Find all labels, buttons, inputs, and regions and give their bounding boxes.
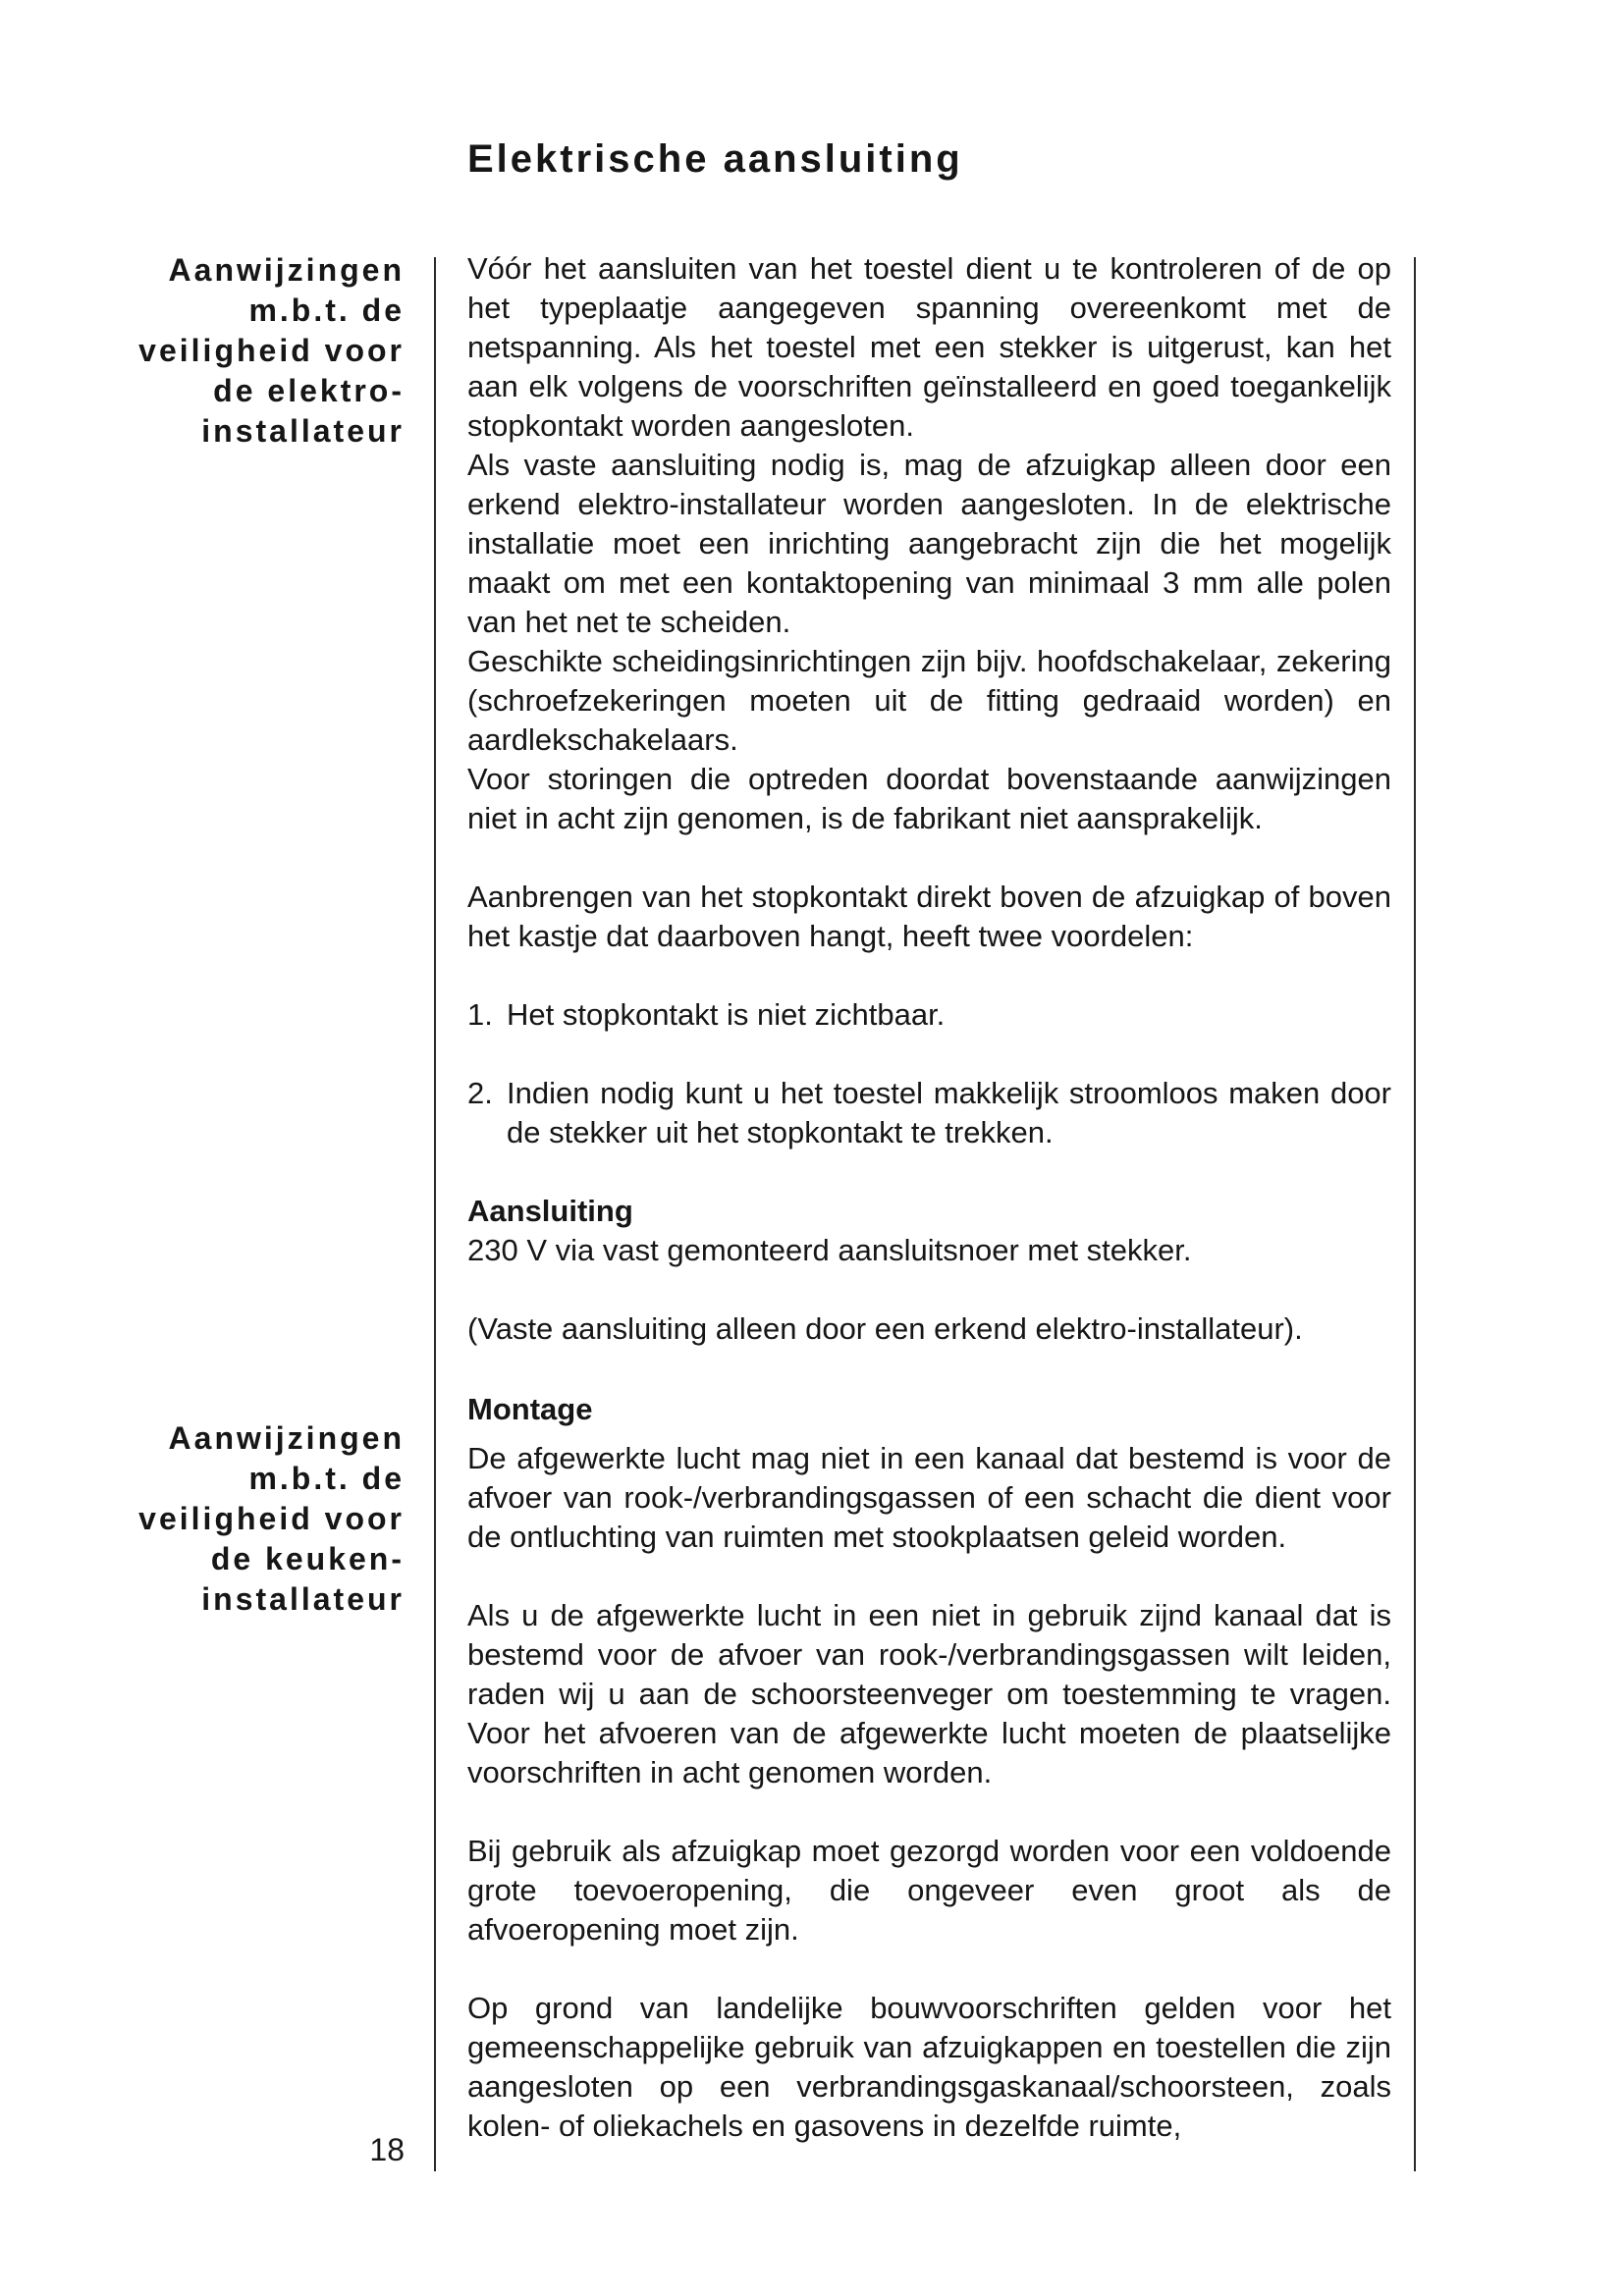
- sidebar-heading-line: m.b.t. de: [248, 293, 405, 328]
- sidebar-heading-line: de keuken-: [210, 1541, 405, 1576]
- column-divider-left: [434, 257, 436, 2171]
- paragraph-fixed-connection: Als vaste aansluiting nodig is, mag de afzuigkap alleen door een erkend elektro-installateur worden aangesloten. In de elektrische installatie moet een inrichting aangebracht zijn die het mogelijk maakt om met een kontaktopening van minimaal 3 mm alle polen van het net te scheiden.: [467, 448, 1391, 639]
- paragraph-unused-duct: Als u de afgewerkte lucht in een niet in gebruik zijnd kanaal dat is bestemd voor de afvoer van rook-/verbrandingsgassen wilt leiden, raden wij u aan de schoorsteenveger om toestemming te vragen. Voor het afvoeren van de afgewerkte lucht moeten de plaatselijke voorschriften in acht genomen worden.: [467, 1598, 1391, 1789]
- paragraph-air-supply: Bij gebruik als afzuigkap moet gezorgd worden voor een voldoende grote toevoeropening, die ongeveer even groot als de afvoeropening moet zijn.: [467, 1834, 1391, 1947]
- body-column: [467, 249, 1391, 2146]
- sidebar-heading-line: de elektro-: [213, 373, 405, 408]
- paragraph-aansluiting: 230 V via vast gemonteerd aansluitsnoer met stekker.: [467, 1233, 1192, 1267]
- list-text: Indien nodig kunt u het toestel makkelijk stroomloos maken door de stekker uit het stopkontakt te trekken.: [507, 1076, 1391, 1149]
- page-number: 18: [369, 2132, 405, 2167]
- sidebar-heading-line: veiligheid voor: [138, 333, 405, 368]
- section-heading-aansluiting: Aansluiting: [467, 1194, 633, 1228]
- paragraph-voltage-check: Vóór het aansluiten van het toestel dient u te kontroleren of de op het typeplaatje aangegeven spanning overeenkomt met de netspanning. Als het toestel met een stekker is uitgerust, kan het aan elk volgens de voorschriften geïnstalleerd en goed toegankelijk stopkontakt worden aangesloten.: [467, 251, 1391, 443]
- sidebar-heading-line: installateur: [201, 413, 405, 449]
- list-number: 1.: [467, 997, 493, 1032]
- column-divider-right: [1414, 257, 1416, 2171]
- paragraph-exhaust-duct: De afgewerkte lucht mag niet in een kanaal dat bestemd is voor de afvoer van rook-/verbrandingsgassen of een schacht die dient voor de ontluchting van ruimten met stookplaatsen geleid worden.: [467, 1441, 1391, 1554]
- paragraph-building-regulations: Op grond van landelijke bouwvoorschriften gelden voor het gemeenschappelijke gebruik van afzuigkappen en toestellen die zijn aangesloten op een verbrandingsgaskanaal/schoorsteen, zoals kolen- of oliekachels en gasovens in dezelfde ruimte,: [467, 1991, 1391, 2143]
- list-item: [467, 995, 1391, 1035]
- paragraph-aansluiting-note: (Vaste aansluiting alleen door een erkend elektro-installateur).: [467, 1311, 1303, 1346]
- page-title: Elektrische aansluiting: [467, 137, 963, 181]
- paragraph-liability: Voor storingen die optreden doordat bovenstaande aanwijzingen niet in acht zijn genomen, is de fabrikant niet aansprakelijk.: [467, 762, 1391, 835]
- list-number: 2.: [467, 1076, 493, 1110]
- sidebar-heading-line: m.b.t. de: [248, 1461, 405, 1496]
- sidebar-heading-line: veiligheid voor: [138, 1501, 405, 1536]
- paragraph-socket-placement: Aanbrengen van het stopkontakt direkt boven de afzuigkap of boven het kastje dat daarboven hangt, heeft twee voordelen:: [467, 880, 1391, 953]
- list-item: [467, 1074, 1391, 1152]
- sidebar-heading-line: Aanwijzingen: [168, 1420, 405, 1456]
- sidebar-heading-line: installateur: [201, 1581, 405, 1617]
- sidebar-heading-kitchen-installer: [98, 1418, 405, 1620]
- paragraph-disconnect-devices: Geschikte scheidingsinrichtingen zijn bijv. hoofdschakelaar, zekering (schroefzekeringen moeten uit de fitting gedraaid worden) en aardlekschakelaars.: [467, 644, 1391, 757]
- sidebar-heading-electrician: [98, 250, 405, 452]
- section-heading-montage: Montage: [467, 1392, 593, 1426]
- sidebar-heading-line: Aanwijzingen: [168, 252, 405, 288]
- list-text: Het stopkontakt is niet zichtbaar.: [507, 997, 946, 1032]
